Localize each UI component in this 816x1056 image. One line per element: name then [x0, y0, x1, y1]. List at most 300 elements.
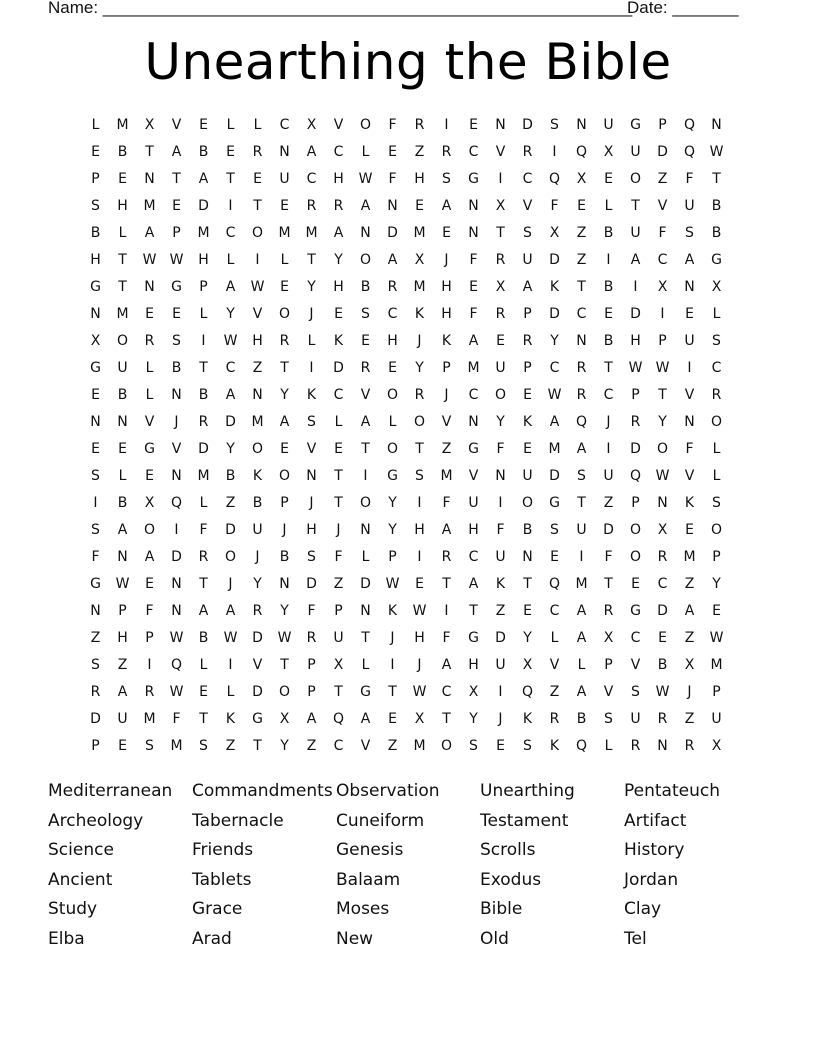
grid-letter: X [657, 278, 668, 295]
word-list-item: Pentateuch [624, 781, 720, 801]
grid-letter: Y [712, 575, 721, 592]
grid-letter: N [144, 170, 155, 187]
grid-letter: H [441, 278, 452, 295]
grid-letter: Q [548, 575, 561, 592]
grid-letter: X [711, 278, 722, 295]
grid-letter: R [414, 386, 425, 403]
grid-letter: P [523, 305, 532, 322]
grid-letter: I [660, 305, 665, 322]
grid-letter: N [117, 413, 128, 430]
grid-letter: N [684, 278, 695, 295]
grid-letter: M [197, 467, 210, 484]
grid-letter: R [522, 332, 533, 349]
grid-letter: F [442, 494, 451, 511]
grid-letter: Y [280, 737, 289, 754]
grid-letter: Q [575, 737, 588, 754]
grid-letter: H [306, 521, 317, 538]
grid-letter: B [360, 278, 371, 295]
grid-letter: U [684, 332, 695, 349]
grid-letter: D [90, 710, 101, 727]
grid-letter: N [279, 575, 290, 592]
word-list-item: Jordan [624, 869, 679, 890]
grid-letter: R [549, 710, 560, 727]
grid-letter: U [333, 629, 344, 646]
word-list-item: Unearthing [480, 781, 575, 801]
grid-letter: X [414, 710, 425, 727]
grid-letter: W [142, 251, 157, 268]
grid-letter: M [413, 737, 426, 754]
grid-letter: S [172, 332, 181, 349]
grid-letter: A [441, 197, 452, 214]
grid-letter: B [225, 467, 236, 484]
grid-letter: S [361, 305, 370, 322]
grid-letter: L [604, 197, 613, 214]
grid-letter: L [334, 413, 343, 430]
grid-letter: R [252, 602, 263, 619]
grid-letter: O [386, 440, 399, 457]
grid-letter: B [252, 494, 263, 511]
grid-letter: D [333, 359, 344, 376]
grid-letter: X [711, 737, 722, 754]
grid-letter: I [228, 197, 233, 214]
grid-letter: Z [603, 494, 614, 511]
grid-letter: Q [548, 170, 561, 187]
grid-letter: B [279, 548, 290, 565]
grid-letter: B [90, 224, 101, 241]
grid-letter: U [117, 710, 128, 727]
grid-letter: C [468, 386, 479, 403]
grid-letter: O [521, 494, 534, 511]
grid-letter: C [603, 386, 614, 403]
grid-letter: U [630, 710, 641, 727]
word-list-item: Science [48, 840, 114, 861]
grid-letter: W [223, 629, 238, 646]
grid-letter: S [415, 467, 424, 484]
grid-letter: J [687, 683, 692, 700]
grid-letter: S [712, 494, 721, 511]
grid-letter: Y [388, 521, 397, 538]
grid-letter: Q [575, 143, 588, 160]
word-list-item: Archeology [48, 810, 144, 831]
grid-letter: Z [684, 710, 695, 727]
grid-letter: Q [170, 494, 183, 511]
grid-letter: P [199, 278, 208, 295]
grid-letter: O [629, 170, 642, 187]
grid-letter: M [575, 575, 588, 592]
grid-letter: C [306, 170, 317, 187]
grid-letter: K [387, 602, 398, 619]
grid-letter: Z [117, 656, 128, 673]
grid-letter: Y [415, 359, 424, 376]
grid-letter: T [199, 575, 208, 592]
grid-letter: N [171, 602, 182, 619]
grid-letter: B [603, 332, 614, 349]
grid-letter: A [549, 413, 560, 430]
grid-letter: Z [576, 224, 587, 241]
grid-letter: S [91, 521, 100, 538]
grid-letter: L [361, 548, 370, 565]
grid-letter: B [171, 359, 182, 376]
grid-letter: S [442, 170, 451, 187]
grid-letter: S [550, 521, 559, 538]
grid-letter: N [522, 548, 533, 565]
grid-letter: C [576, 305, 587, 322]
grid-letter: L [199, 656, 208, 673]
grid-letter: A [576, 440, 587, 457]
grid-letter: H [468, 521, 479, 538]
grid-letter: E [415, 197, 424, 214]
grid-letter: I [606, 251, 611, 268]
grid-letter: V [657, 197, 668, 214]
grid-letter: R [333, 197, 344, 214]
grid-letter: A [171, 143, 182, 160]
grid-letter: H [198, 251, 209, 268]
word-list-item: Bible [480, 899, 523, 920]
grid-letter: I [552, 143, 557, 160]
grid-letter: S [145, 737, 154, 754]
grid-letter: D [549, 305, 560, 322]
grid-letter: P [631, 494, 640, 511]
grid-letter: T [172, 170, 181, 187]
grid-letter: N [171, 386, 182, 403]
grid-letter: N [576, 332, 587, 349]
grid-letter: M [467, 359, 480, 376]
grid-letter: T [199, 710, 208, 727]
grid-letter: F [685, 170, 694, 187]
grid-letter: N [117, 548, 128, 565]
grid-letter: N [90, 413, 101, 430]
grid-letter: R [657, 710, 668, 727]
grid-letter: C [225, 359, 236, 376]
grid-letter: L [145, 359, 154, 376]
grid-letter: W [223, 332, 238, 349]
grid-letter: F [91, 548, 100, 565]
grid-letter: M [278, 224, 291, 241]
grid-letter: Z [549, 683, 560, 700]
word-list-item: Elba [48, 928, 85, 949]
grid-letter: U [576, 521, 587, 538]
grid-letter: R [495, 251, 506, 268]
grid-letter: D [522, 116, 533, 133]
grid-letter: Y [226, 305, 235, 322]
grid-letter: E [388, 143, 397, 160]
grid-letter: T [199, 359, 208, 376]
grid-letter: P [604, 656, 613, 673]
grid-letter: S [631, 683, 640, 700]
grid-letter: A [630, 251, 641, 268]
grid-letter: V [441, 413, 452, 430]
grid-letter: G [144, 440, 155, 457]
grid-letter: S [307, 413, 316, 430]
grid-letter: Z [576, 251, 587, 268]
grid-letter: A [144, 224, 155, 241]
grid-letter: A [279, 413, 290, 430]
grid-letter: B [198, 386, 209, 403]
word-list-item: Exodus [480, 869, 542, 890]
grid-letter: T [145, 143, 154, 160]
grid-letter: E [496, 737, 505, 754]
grid-letter: H [90, 251, 101, 268]
grid-letter: Y [469, 710, 478, 727]
grid-letter: I [633, 278, 638, 295]
grid-letter: G [468, 170, 479, 187]
grid-letter: R [441, 548, 452, 565]
grid-letter: F [388, 116, 397, 133]
grid-letter: Y [658, 413, 667, 430]
grid-letter: B [117, 143, 128, 160]
grid-letter: J [309, 305, 314, 322]
grid-letter: G [90, 359, 101, 376]
grid-letter: E [496, 332, 505, 349]
grid-letter: T [118, 278, 127, 295]
grid-letter: A [306, 143, 317, 160]
grid-letter: U [495, 656, 506, 673]
grid-letter: L [307, 332, 316, 349]
grid-letter: E [388, 359, 397, 376]
grid-letter: J [228, 575, 233, 592]
grid-letter: H [630, 332, 641, 349]
grid-letter: M [413, 278, 426, 295]
grid-letter: C [549, 359, 560, 376]
grid-letter: D [171, 548, 182, 565]
grid-letter: U [522, 467, 533, 484]
grid-letter: B [117, 386, 128, 403]
letter-grid [82, 111, 730, 759]
grid-letter: G [468, 440, 479, 457]
grid-letter: A [468, 332, 479, 349]
grid-letter: L [118, 467, 127, 484]
grid-letter: R [279, 332, 290, 349]
grid-letter: E [253, 170, 262, 187]
grid-letter: Z [225, 494, 236, 511]
grid-letter: D [657, 602, 668, 619]
grid-letter: B [522, 521, 533, 538]
grid-letter: F [469, 305, 478, 322]
grid-letter: N [657, 494, 668, 511]
grid-letter: L [226, 116, 235, 133]
grid-letter: Z [333, 575, 344, 592]
grid-letter: T [118, 251, 127, 268]
grid-letter: H [414, 170, 425, 187]
grid-letter: M [116, 116, 129, 133]
grid-letter: E [415, 575, 424, 592]
grid-letter: U [279, 170, 290, 187]
grid-letter: C [468, 143, 479, 160]
grid-letter: Z [252, 359, 263, 376]
grid-letter: E [145, 575, 154, 592]
word-list-item: Balaam [336, 869, 401, 890]
grid-letter: A [522, 278, 533, 295]
grid-letter: G [387, 467, 398, 484]
grid-letter: K [306, 386, 317, 403]
grid-letter: Z [495, 602, 506, 619]
grid-letter: X [495, 278, 506, 295]
word-list-item: Observation [336, 781, 440, 801]
grid-letter: H [117, 629, 128, 646]
grid-letter: D [549, 251, 560, 268]
grid-letter: R [711, 386, 722, 403]
grid-letter: E [577, 197, 586, 214]
grid-letter: C [549, 602, 560, 619]
grid-letter: I [417, 494, 422, 511]
grid-letter: P [172, 224, 181, 241]
grid-letter: E [658, 629, 667, 646]
grid-letter: E [172, 197, 181, 214]
word-list-item: Tablets [192, 869, 252, 890]
grid-letter: V [360, 386, 371, 403]
grid-letter: S [199, 737, 208, 754]
grid-letter: C [333, 143, 344, 160]
grid-letter: I [390, 656, 395, 673]
grid-letter: D [603, 521, 614, 538]
grid-letter: S [91, 197, 100, 214]
grid-letter: M [440, 467, 453, 484]
grid-letter: D [630, 440, 641, 457]
grid-letter: O [143, 521, 156, 538]
grid-letter: C [657, 575, 668, 592]
grid-letter: X [603, 629, 614, 646]
grid-letter: A [387, 251, 398, 268]
grid-letter: D [387, 224, 398, 241]
grid-letter: U [603, 116, 614, 133]
grid-letter: L [145, 386, 154, 403]
grid-letter: D [252, 683, 263, 700]
grid-letter: E [172, 305, 181, 322]
grid-letter: K [252, 467, 263, 484]
grid-letter: A [684, 251, 695, 268]
grid-letter: C [711, 359, 722, 376]
grid-letter: Z [387, 737, 398, 754]
grid-letter: M [710, 656, 723, 673]
grid-letter: Z [225, 737, 236, 754]
grid-letter: T [307, 251, 316, 268]
grid-letter: T [658, 386, 667, 403]
grid-letter: T [253, 197, 262, 214]
word-list-item: Tel [624, 928, 647, 949]
word-list-item: Tabernacle [192, 810, 284, 831]
grid-letter: K [495, 575, 506, 592]
grid-letter: R [144, 683, 155, 700]
grid-letter: N [711, 116, 722, 133]
grid-letter: N [468, 224, 479, 241]
grid-letter: W [115, 575, 130, 592]
grid-letter: E [361, 332, 370, 349]
grid-letter: E [604, 305, 613, 322]
grid-letter: W [169, 683, 184, 700]
grid-letter: R [630, 413, 641, 430]
grid-letter: V [684, 386, 695, 403]
grid-letter: N [387, 197, 398, 214]
grid-letter: Y [523, 629, 532, 646]
grid-letter: P [442, 359, 451, 376]
grid-letter: E [334, 305, 343, 322]
grid-letter: U [684, 197, 695, 214]
grid-letter: L [712, 467, 721, 484]
grid-letter: G [549, 494, 560, 511]
grid-letter: L [604, 737, 613, 754]
grid-letter: G [252, 710, 263, 727]
grid-letter: U [603, 467, 614, 484]
grid-letter: I [255, 251, 260, 268]
grid-letter: F [388, 170, 397, 187]
grid-letter: A [225, 602, 236, 619]
grid-letter: I [687, 359, 692, 376]
grid-letter: A [360, 710, 371, 727]
grid-letter: D [549, 467, 560, 484]
grid-letter: T [442, 575, 451, 592]
grid-letter: K [522, 413, 533, 430]
grid-letter: T [577, 494, 586, 511]
grid-letter: H [414, 521, 425, 538]
grid-letter: Q [629, 467, 642, 484]
grid-letter: J [390, 629, 395, 646]
grid-letter: B [117, 494, 128, 511]
grid-letter: N [171, 467, 182, 484]
grid-letter: V [252, 656, 263, 673]
grid-letter: C [387, 305, 398, 322]
grid-letter: R [198, 413, 209, 430]
grid-letter: E [199, 683, 208, 700]
grid-letter: R [495, 305, 506, 322]
grid-letter: K [549, 737, 560, 754]
grid-letter: M [251, 413, 264, 430]
grid-letter: T [577, 278, 586, 295]
grid-letter: N [684, 413, 695, 430]
grid-letter: N [495, 116, 506, 133]
grid-letter: B [576, 710, 587, 727]
grid-letter: P [658, 116, 667, 133]
grid-letter: X [522, 656, 533, 673]
grid-letter: N [279, 143, 290, 160]
grid-letter: A [306, 710, 317, 727]
grid-letter: E [631, 575, 640, 592]
grid-letter: L [550, 629, 559, 646]
grid-letter: N [252, 386, 263, 403]
grid-letter: R [414, 116, 425, 133]
grid-letter: O [710, 521, 723, 538]
grid-letter: T [469, 602, 478, 619]
word-list-item: Ancient [48, 869, 113, 890]
grid-letter: W [169, 629, 184, 646]
grid-letter: W [709, 143, 724, 160]
grid-letter: A [684, 602, 695, 619]
grid-letter: L [712, 305, 721, 322]
grid-letter: A [360, 197, 371, 214]
word-list-item: Moses [336, 899, 390, 920]
grid-letter: T [631, 197, 640, 214]
grid-letter: C [333, 737, 344, 754]
grid-letter: O [251, 440, 264, 457]
word-list-item: Friends [192, 840, 254, 861]
grid-letter: F [685, 440, 694, 457]
grid-letter: I [498, 170, 503, 187]
grid-letter: R [603, 602, 614, 619]
grid-letter: S [604, 710, 613, 727]
grid-letter: I [498, 683, 503, 700]
grid-letter: T [334, 494, 343, 511]
grid-letter: O [359, 251, 372, 268]
grid-letter: A [198, 170, 209, 187]
grid-letter: C [522, 170, 533, 187]
grid-letter: W [412, 602, 427, 619]
grid-letter: D [225, 521, 236, 538]
grid-letter: F [442, 629, 451, 646]
word-list-item: Artifact [624, 810, 687, 831]
grid-letter: E [118, 737, 127, 754]
grid-letter: J [336, 521, 341, 538]
grid-letter: R [360, 359, 371, 376]
grid-letter: V [468, 467, 479, 484]
